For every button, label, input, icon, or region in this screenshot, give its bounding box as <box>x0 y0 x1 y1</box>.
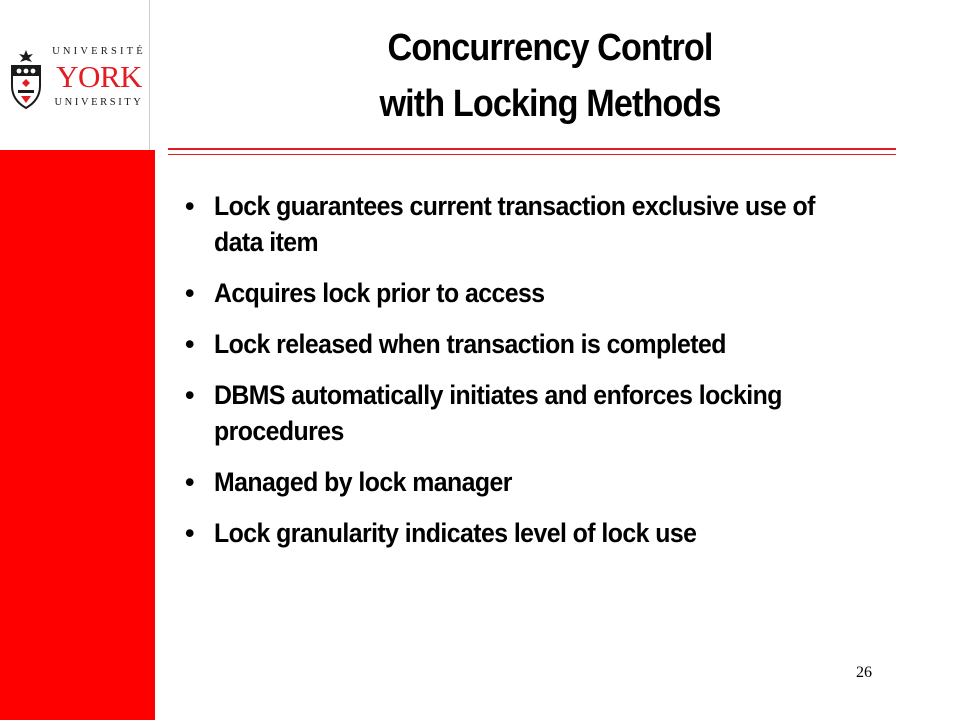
title-line-2: with Locking Methods <box>379 83 721 125</box>
bullet-item <box>185 377 905 449</box>
title-underline-thin <box>168 154 896 155</box>
bullet-item <box>185 188 905 260</box>
wordmark-york: YORK <box>56 59 142 94</box>
bullet-item <box>185 464 905 500</box>
bullet-text: Managed by lock manager <box>214 467 512 497</box>
bullet-dot-icon: • <box>185 329 194 359</box>
bullet-text: Acquires lock prior to access <box>214 278 545 308</box>
bullet-list <box>185 188 905 566</box>
title-line-1: Concurrency Control <box>387 27 713 69</box>
bullet-text: Lock granularity indicates level of lock use <box>214 518 697 548</box>
university-logo <box>6 42 146 118</box>
wordmark <box>50 42 148 118</box>
bullet-item <box>185 326 905 362</box>
bullet-item <box>185 275 905 311</box>
wordmark-university: UNIVERSITY <box>54 97 144 108</box>
bullet-text: Lock released when transaction is completed <box>214 329 726 359</box>
bullet-dot-icon: • <box>185 380 194 410</box>
title-underline <box>168 148 896 150</box>
wordmark-universite: UNIVERSITÉ <box>52 46 146 57</box>
bullet-item <box>185 515 905 551</box>
bullet-dot-icon: • <box>185 191 194 221</box>
crest-icon <box>8 48 44 110</box>
logo-rule <box>149 0 150 150</box>
bullet-dot-icon: • <box>185 467 194 497</box>
side-color-band <box>0 150 155 720</box>
bullet-dot-icon: • <box>185 278 194 308</box>
slide-title <box>208 20 892 132</box>
bullet-dot-icon: • <box>185 518 194 548</box>
page-number: 26 <box>856 664 872 681</box>
bullet-text: DBMS automatically initiates and enforces locking procedures <box>214 380 782 446</box>
bullet-text: Lock guarantees current transaction exclusive use of data item <box>214 191 815 257</box>
